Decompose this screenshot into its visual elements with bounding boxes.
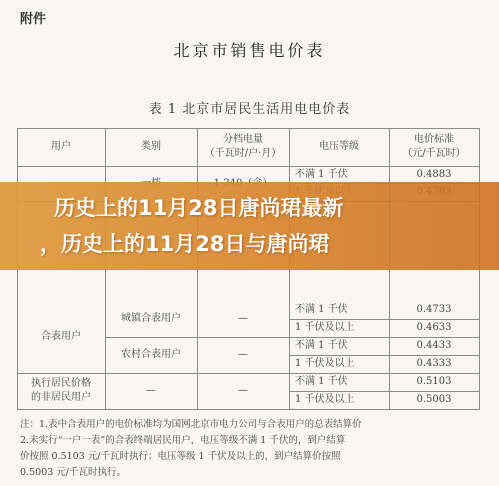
tier1-voltage-low: 不满 1 千伏 <box>295 168 348 180</box>
urban-price-high: 0.4633 <box>416 322 452 333</box>
rural-voltage-high: 1 千伏及以上 <box>295 358 355 369</box>
headline-line-2: ，历史上的11月28日与唐尚珺 <box>40 232 330 256</box>
headline-banner[interactable] <box>0 182 499 270</box>
rural-label: 农村合表用户 <box>121 349 181 360</box>
rural-price-high: 0.4333 <box>416 358 452 369</box>
table-notes <box>20 417 490 481</box>
rural-voltage-low: 不满 1 千伏 <box>295 340 348 351</box>
nonres-dash-volume: — <box>238 385 248 396</box>
urban-voltage-low: 不满 1 千伏 <box>295 304 348 315</box>
tier1-price-low: 0.4883 <box>416 168 452 180</box>
header-volume: 分档电量 （千瓦时/户·月） <box>204 134 282 159</box>
table-title: 表 1 北京市居民生活用电电价表 <box>148 102 351 117</box>
combined-user-label: 合表用户 <box>41 331 81 342</box>
nonres-voltage-low: 不满 1 千伏 <box>295 376 348 387</box>
header-user: 用户 <box>51 141 71 152</box>
header-category: 类别 <box>141 141 161 152</box>
nonres-dash-category: — <box>146 385 156 396</box>
rural-price-low: 0.4433 <box>416 340 452 351</box>
nonres-label: 执行居民价格 的非居民用户 <box>31 378 91 403</box>
attachment-label: 附件 <box>20 12 47 27</box>
headline-line-1: 历史上的11月28日唐尚珺最新 <box>54 196 344 220</box>
note-line: 价按照 0.5103 元/千瓦时执行；电压等级 1 千伏及以上的，到户结算价按照 <box>20 451 341 462</box>
table-border-bottom <box>17 409 480 410</box>
header-voltage: 电压等级 <box>319 141 359 152</box>
nonres-price-high: 0.5003 <box>416 394 452 405</box>
document-title: 北京市销售电价表 <box>173 41 326 60</box>
header-price: 电价标准 （元/千瓦时） <box>402 134 466 159</box>
note-line: 2.未实行“一户一表”的合表终端居民用户，电压等级不满 1 千伏的，到户结算 <box>20 435 346 446</box>
note-line: 0.5003 元/千瓦时执行。 <box>20 467 126 478</box>
urban-label: 城镇合表用户 <box>121 313 181 324</box>
nonres-price-low: 0.5103 <box>416 376 452 387</box>
note-line: 注：1.表中合表用户的电价标准均为国网北京市电力公司与合表用户的总表结算价 <box>20 419 362 430</box>
nonres-voltage-high: 1 千伏及以上 <box>295 394 355 405</box>
urban-price-low: 0.4733 <box>416 304 452 315</box>
rural-dash: — <box>238 349 248 360</box>
urban-dash: — <box>238 313 248 324</box>
urban-voltage-high: 1 千伏及以上 <box>295 322 355 333</box>
